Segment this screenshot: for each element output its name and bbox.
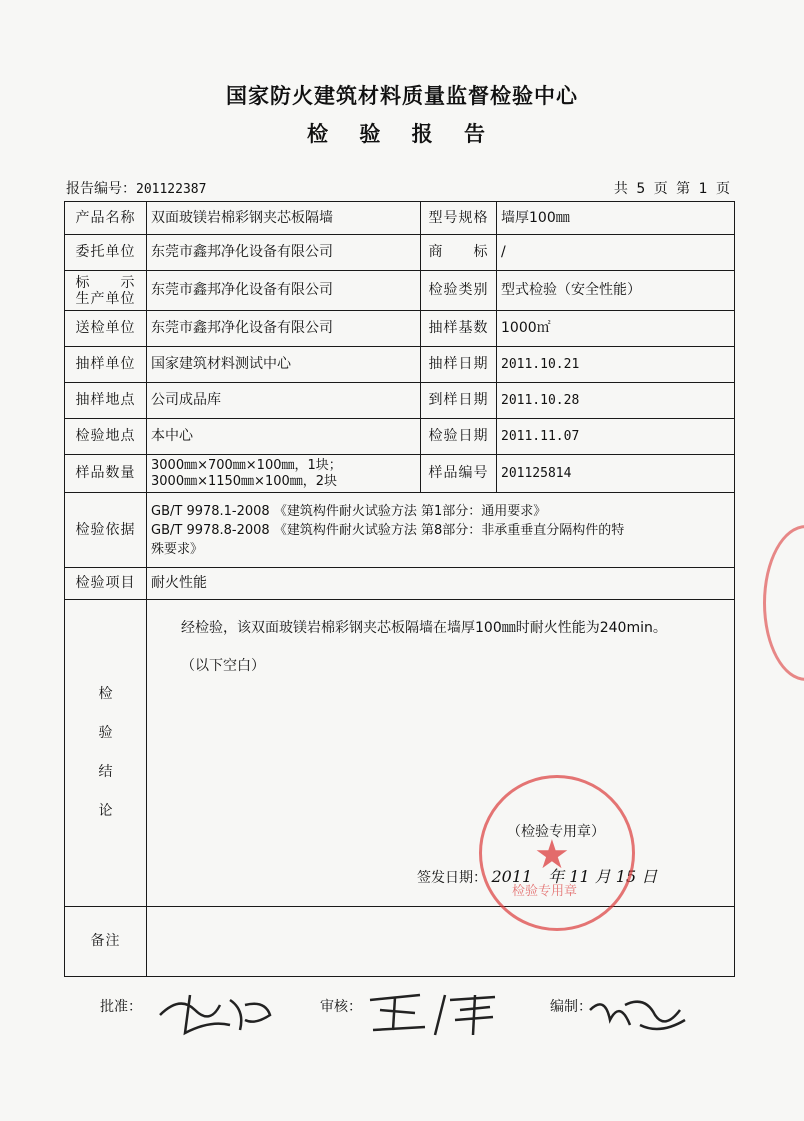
approver-signature [150,985,280,1040]
arrival-date-value: 2011.10.28 [497,383,735,419]
reviewer-signature [365,985,505,1040]
submitter-value: 东莞市鑫邦净化设备有限公司 [147,311,421,347]
table-row [65,271,735,311]
item-label: 检验项目 [65,568,147,600]
sample-base-label: 抽样基数 [421,311,497,347]
sample-no-label: 样品编号 [421,455,497,493]
sample-qty-label: 样品数量 [65,455,147,493]
remarks-value [147,907,735,977]
test-type-label: 检验类别 [421,271,497,311]
compiler-signature [585,990,695,1040]
table-row [65,202,735,235]
seal-text: 检验专用章 [512,884,578,899]
sample-date-label: 抽样日期 [421,347,497,383]
basis-line1: GB/T 9978.1-2008 《建筑构件耐火试验方法 第1部分：通用要求》 [151,503,547,519]
product-name-label: 产品名称 [65,202,147,235]
producer-label-line2: 生产单位 [75,290,136,307]
review-label: 审核： [320,999,362,1015]
partial-seal [763,525,804,681]
table-row [65,311,735,347]
basis-label: 检验依据 [65,493,147,568]
basis-value [147,493,735,568]
approve-label: 批准： [100,999,142,1015]
sampler-label: 抽样单位 [65,347,147,383]
star-icon: ★ [534,832,570,878]
client-label: 委托单位 [65,235,147,271]
table-row [65,235,735,271]
sample-qty-line1: 3000㎜×700㎜×100㎜，1块； [151,457,342,473]
conclusion-label-char: 检 [98,686,113,702]
report-number-label: 报告编号： [66,181,136,197]
basis-line3: 殊要求》 [151,541,204,557]
report-title: 检 验 报 告 [307,122,497,146]
conclusion-label-char: 验 [98,725,113,741]
blank-note: （以下空白） [181,658,265,674]
sample-place-label: 抽样地点 [65,383,147,419]
basis-line2: GB/T 9978.8-2008 《建筑构件耐火试验方法 第8部分：非承重垂直分隔构件的特 [151,522,625,538]
sample-base-value: 1000㎡ [497,311,735,347]
sampler-value: 国家建筑材料测试中心 [147,347,421,383]
sample-place-value: 公司成品库 [147,383,421,419]
table-row [65,419,735,455]
issue-date-value: 2011 年 11 月 15 日 [491,867,658,886]
report-number [66,178,206,198]
seal-caption: （检验专用章） [507,824,605,840]
test-date-value: 2011.11.07 [497,419,735,455]
test-date-label: 检验日期 [421,419,497,455]
model-value: 墙厚100㎜ [497,202,735,235]
issue-date-label: 签发日期： [417,870,487,886]
sample-qty-line2: 3000㎜×1150㎜×100㎜，2块 [151,473,338,489]
sample-qty-value [147,455,421,493]
trademark-value: / [497,235,735,271]
remarks-label: 备注 [65,907,147,977]
sample-date-value: 2011.10.21 [497,347,735,383]
table-row [65,455,735,493]
test-type-value: 型式检验（安全性能） [497,271,735,311]
conclusion-label [65,600,147,907]
model-label: 型号规格 [421,202,497,235]
conclusion-label-char: 结 [98,764,113,780]
compile-label: 编制： [550,999,592,1015]
conclusion-body [147,600,735,907]
client-value: 东莞市鑫邦净化设备有限公司 [147,235,421,271]
conclusion-label-char: 论 [98,803,113,819]
table-row [65,493,735,568]
page-info: 共 5 页 第 1 页 [613,181,732,197]
product-name-value: 双面玻镁岩棉彩钢夹芯板隔墙 [147,202,421,235]
submitter-label: 送检单位 [65,311,147,347]
test-place-value: 本中心 [147,419,421,455]
conclusion-text: 经检验，该双面玻镁岩棉彩钢夹芯板隔墙在墙厚100㎜时耐火性能为240min。 [181,620,667,636]
arrival-date-label: 到样日期 [421,383,497,419]
table-row [65,907,735,977]
trademark-label: 商 标 [421,235,497,271]
test-place-label: 检验地点 [65,419,147,455]
item-value: 耐火性能 [147,568,735,600]
producer-label-line1: 标 示 [75,274,136,291]
report-number-value: 201122387 [136,182,207,197]
producer-label [65,271,147,311]
producer-value: 东莞市鑫邦净化设备有限公司 [147,271,421,311]
table-row [65,383,735,419]
org-title: 国家防火建筑材料质量监督检验中心 [226,84,578,108]
table-row [65,568,735,600]
sample-no-value: 201125814 [497,455,735,493]
table-row [65,347,735,383]
